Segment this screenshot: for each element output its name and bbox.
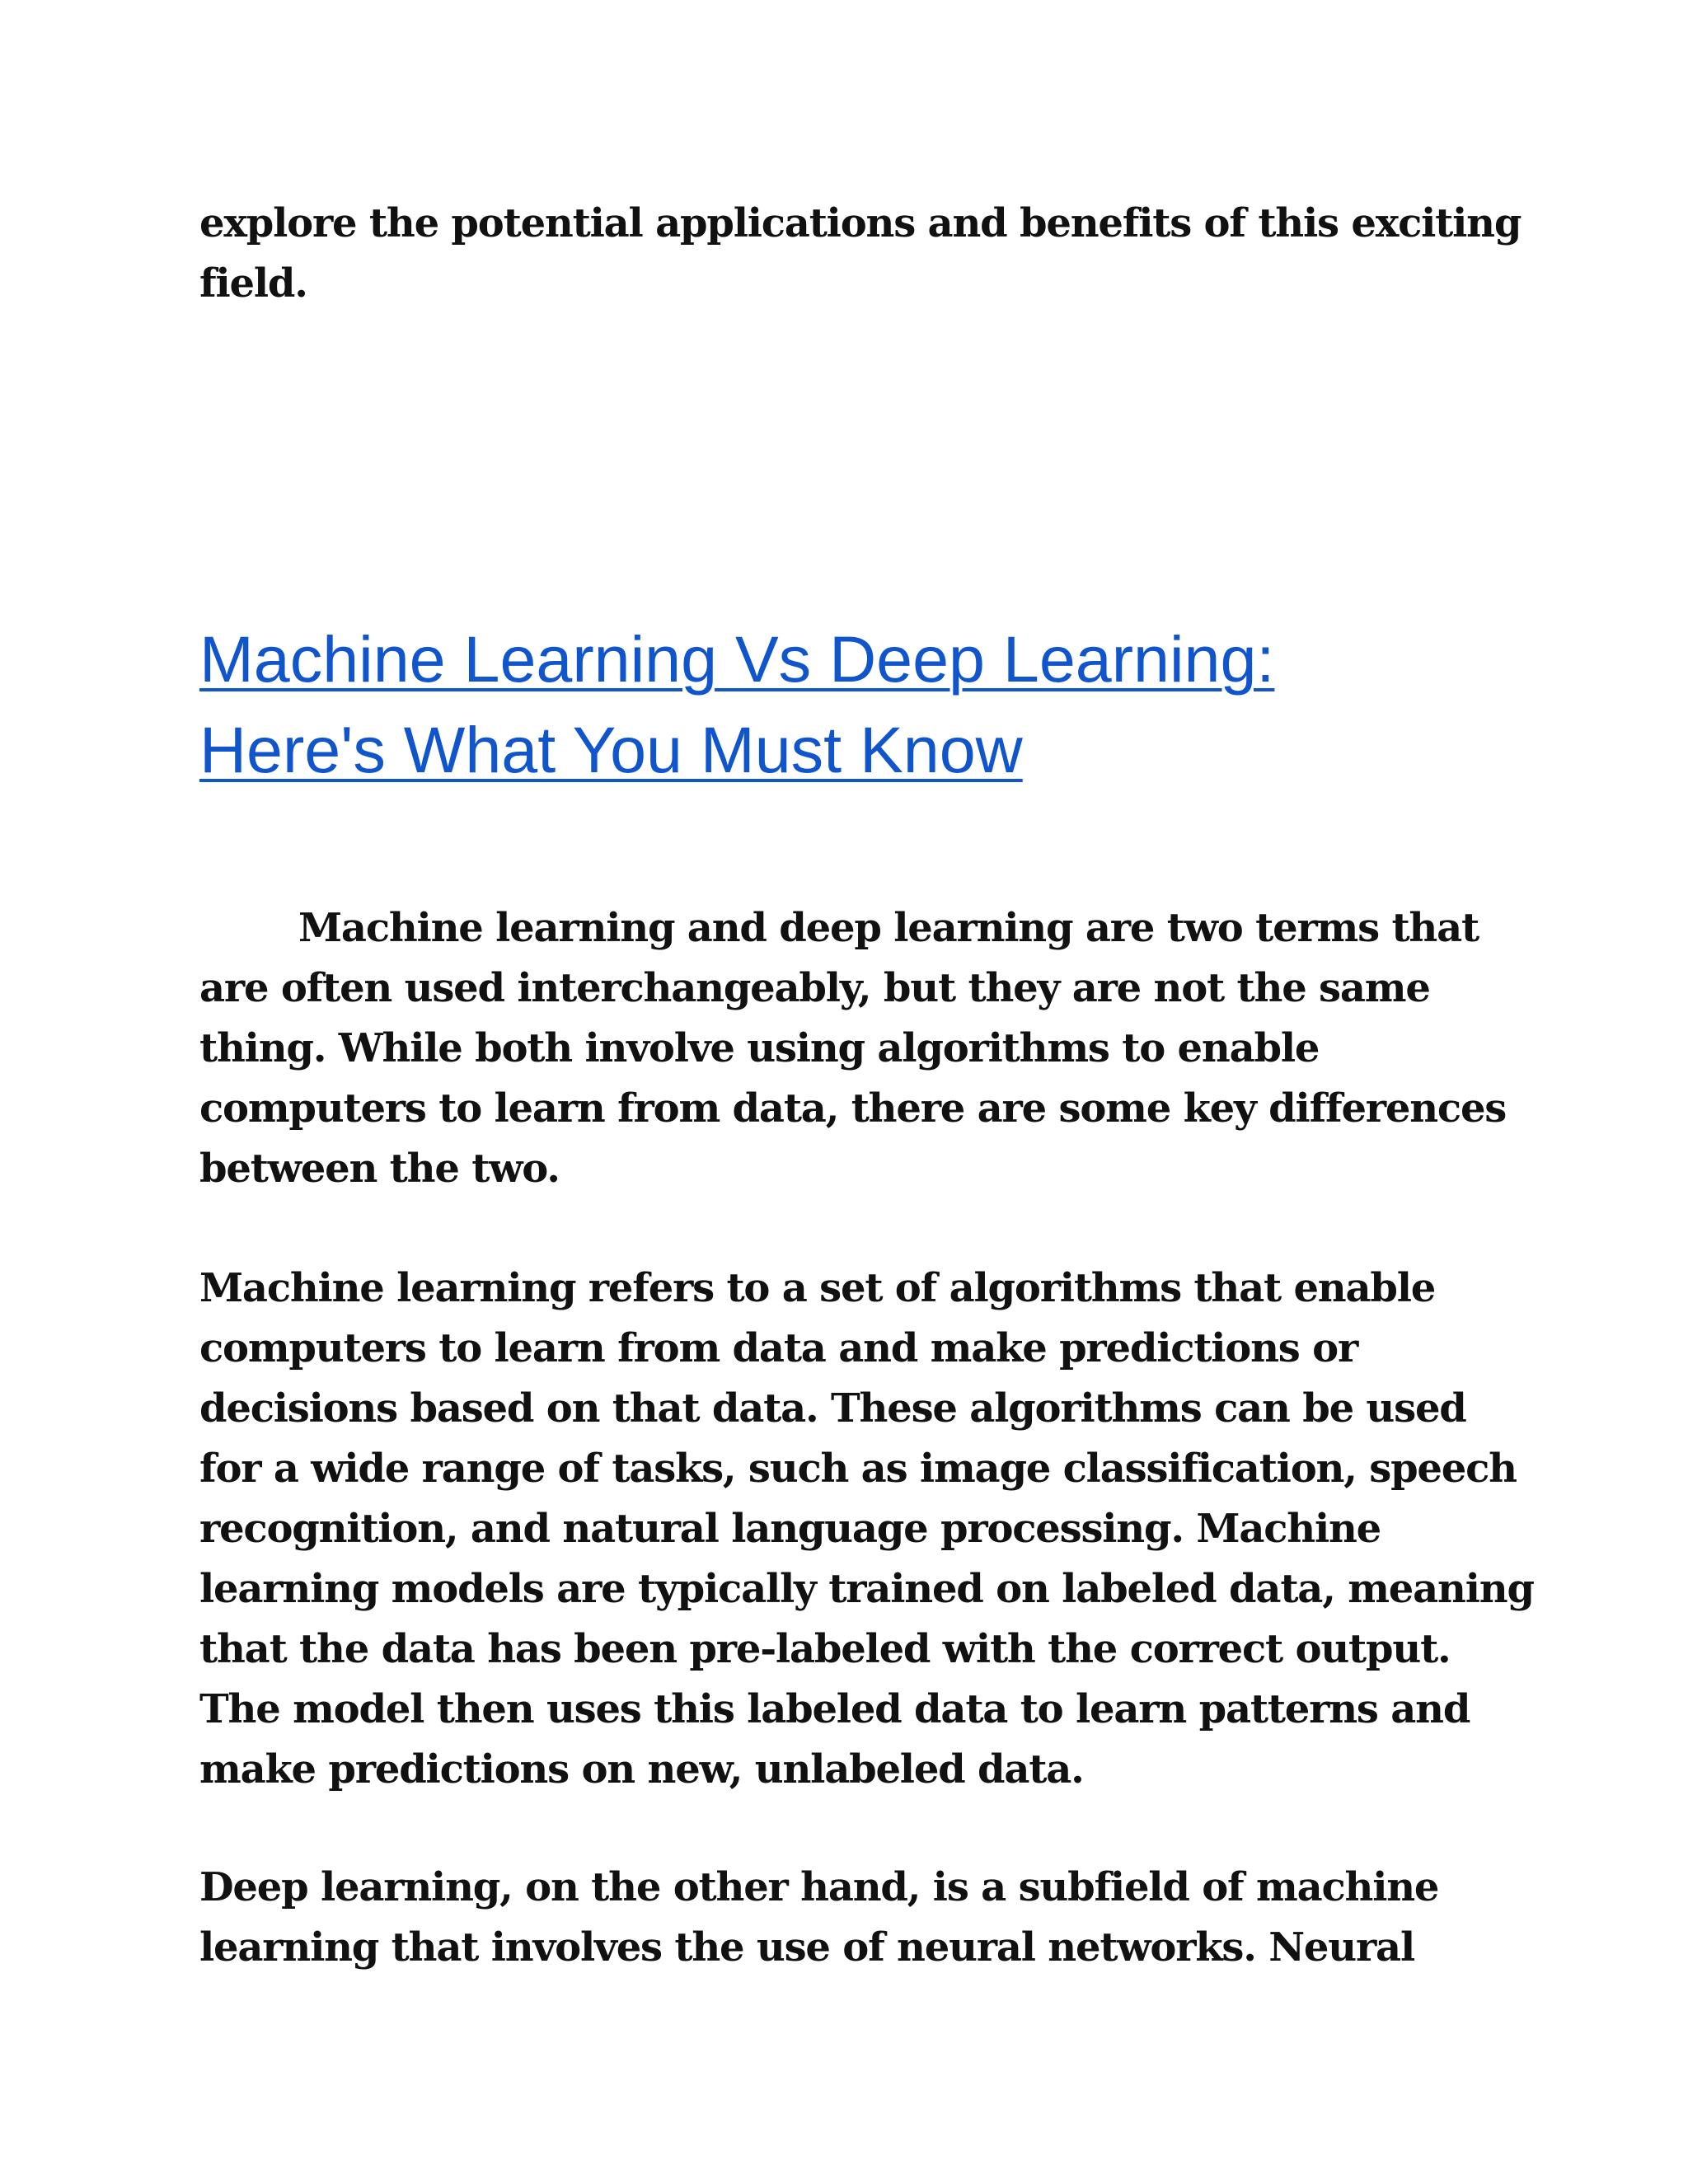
paragraph-machine-learning: Machine learning refers to a set of algorithms that enable computers to learn from data and make predictions or decisions based on that data. These algorithms can be used for a wide range of tasks, such as image classification, speech recognition, and natural language processing. Machine learning models are typically trained on labeled data, meaning that the data has been pre-labeled with the correct output. The model then uses this labeled data to learn patterns and make predictions on new, unlabeled data. <box>199 1265 1534 1793</box>
paragraph-intro: Machine learning and deep learning are two terms that are often used interchangeably, but they are not the same thing. While both involve using algorithms to enable computers to learn from data, there are some key differences between the two. <box>199 905 1507 1192</box>
heading-link[interactable] <box>199 622 1274 786</box>
heading-line-1: Machine Learning Vs Deep Learning: <box>199 622 1275 696</box>
heading-line-2: Here's What You Must Know <box>199 713 1023 786</box>
paragraph-deep-learning: Deep learning, on the other hand, is a subfield of machine learning that involves the use of neural networks. Neural <box>199 1864 1439 1971</box>
continuation-paragraph: explore the potential applications and benefits of this exciting field. <box>199 200 1522 307</box>
article-heading <box>199 614 1518 795</box>
